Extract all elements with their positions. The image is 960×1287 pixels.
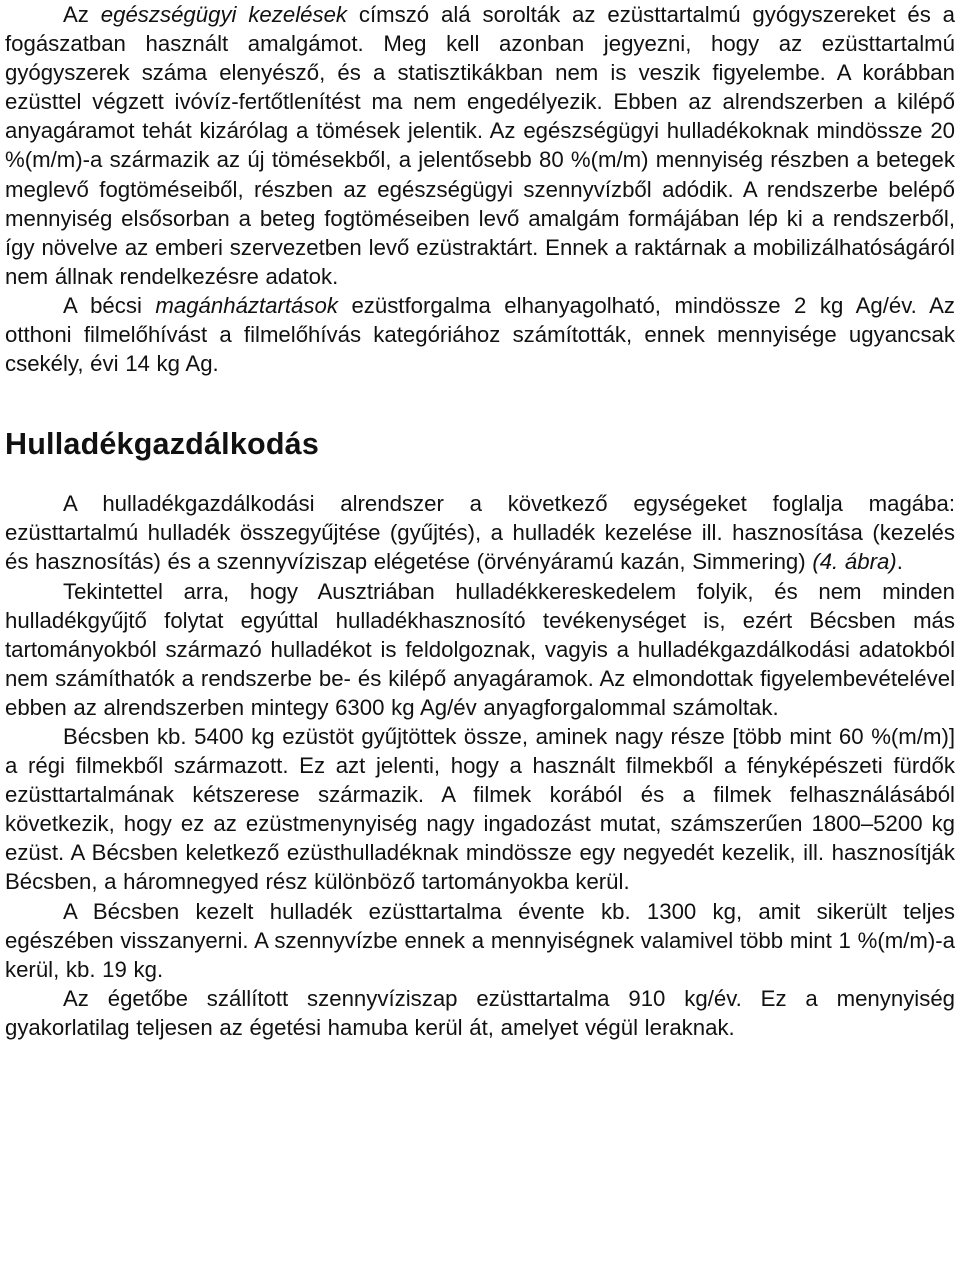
paragraph-households-emphasis: magánháztartások bbox=[155, 292, 338, 318]
paragraph-healthcare-text-a: Az bbox=[63, 2, 101, 27]
document-page bbox=[5, 0, 955, 1042]
paragraph-households-text-a: A bécsi bbox=[63, 292, 156, 318]
paragraph-healthcare bbox=[5, 0, 955, 291]
paragraph-sludge-incineration: Az égetőbe szállított szennyvíziszap ezüsttartalma 910 kg/év. Ez a menynyiség gyakorlatilag teljesen az égetési hamuba kerül át, amelyet végül leraknak. bbox=[5, 985, 955, 1040]
paragraph-waste-subsystem bbox=[5, 489, 955, 576]
section-heading-waste-management: Hulladékgazdálkodás bbox=[5, 427, 319, 462]
paragraph-healthcare-emphasis: egészségügyi kezelések bbox=[100, 2, 347, 27]
paragraph-waste-subsystem-text-c: . bbox=[896, 549, 903, 575]
figure-reference: (4. ábra) bbox=[812, 549, 897, 575]
paragraph-healthcare-text-c: címszó alá sorolták az ezüsttartalmú gyógyszereket és a fogászatban használt amalgámot. Meg kell azonban jegyezni, hogy az ezüsttartalmú gyógyszerek száma elenyésző, és a statisztikákban nem is veszik figyelembe. A korábban ezüsttel végzett ivóvíz-fertőtlenítést ma nem engedélyezik. Ebben az alrendszerben a kilépő anyagáramot tehát kizárólag a tömések jelentik. Az egészségügyi hulladékoknak mindössze 20 %(m/m)-a származik az új tömésekből, a jelentősebb 80 %(m/m) mennyiség részben a betegek meglevő fogtöméseiből, részben az egészségügyi szennyvízből adódik. A rendszerbe belépő mennyiség elsősorban a beteg fogtöméseiben levő amalgám formájában lép ki a rendszerből, így növelve az emberi szervezetben levő ezüstraktárt. Ennek a raktárnak a mobilizálhatóságáról nem állnak rendelkezésre adatok. bbox=[5, 2, 956, 289]
paragraph-households-text-c: ezüstforgalma elhanyagolható, mindössze 2 kg Ag/év. Az otthoni filmelőhívást a filmelőhívás kategóriához számították, ennek mennyisége ugyancsak csekély, évi 14 kg Ag. bbox=[5, 292, 956, 377]
paragraph-households bbox=[5, 291, 955, 378]
paragraph-silver-recovery: A Bécsben kezelt hulladék ezüsttartalma évente kb. 1300 kg, amit sikerült teljes egészében visszanyerni. A szennyvízbe ennek a mennyiségnek valamivel több mint 1 %(m/m)-a kerül, kb. 19 kg. bbox=[5, 898, 955, 982]
paragraph-waste-trade: Tekintettel arra, hogy Ausztriában hulladékkereskedelem folyik, és nem minden hulladékgyűjtő folytat egyúttal hulladékhasznosító tevékenységet is, ezért Bécsben más tartományokból származó hulladékot is feldolgoznak, vagyis a hulladékgazdálkodási adatokból nem számíthatók a rendszerbe be- és kilépő anyagáramok. Az elmondottak figyelembevételével ebben az alrendszerben mintegy 6300 kg Ag/év anyagforgalommal számoltak. bbox=[5, 578, 955, 720]
paragraph-waste-subsystem-text-a: A hulladékgazdálkodási alrendszer a következő egységeket foglalja magába: ezüsttartalmú hulladék összegyűjtése (gyűjtés), a hulladék kezelése ill. hasznosítása (kezelés és hasznosítás) és a szennyvíziszap elégetése (örvényáramú kazán, Simmering) bbox=[5, 491, 955, 575]
paragraph-silver-collection: Bécsben kb. 5400 kg ezüstöt gyűjtöttek össze, aminek nagy része [több mint 60 %(m/m)] a régi filmekből származott. Ez azt jelenti, hogy a használt filmekből a fényképészeti fürdők ezüsttartalmának kétszerese származik. A filmek korából és a filmek felhasználásából következik, hogy ez az ezüstmenynyiség nagy ingadozást mutat, számszerűen 1800–5200 kg ezüst. A Bécsben keletkező ezüsthulladéknak mindössze egy negyedét kezelik, ill. hasznosítják Bécsben, a háromnegyed rész különböző tartományokba kerül. bbox=[5, 723, 955, 895]
